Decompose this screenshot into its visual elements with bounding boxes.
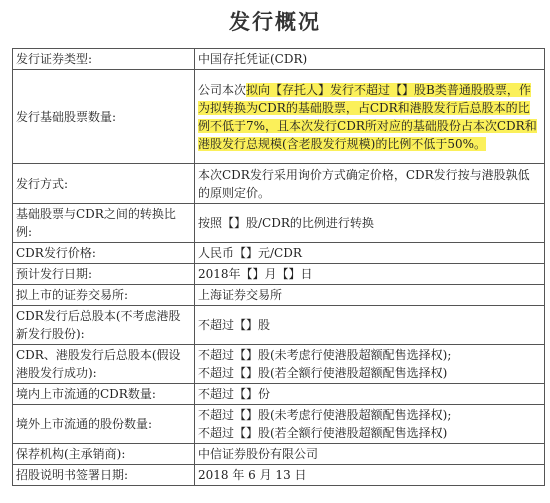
row-value-base-share-quantity: [195, 70, 545, 164]
table-row: [13, 306, 545, 345]
row-value-issue-date: 2018年【】月【】日: [195, 264, 545, 285]
row-label-domestic-cdr: 境内上市流通的CDR数量:: [13, 384, 195, 405]
row-label-prospectus-date: 招股说明书签署日期:: [13, 465, 195, 486]
table-row: [13, 405, 545, 444]
table-row: [13, 204, 545, 243]
value-line: 不超过【】股(未考虑行使港股超额配售选择权);: [198, 348, 452, 362]
row-value-total-shares-hk: [195, 345, 545, 384]
table-row: [13, 465, 545, 486]
row-value-domestic-cdr: 不超过【】份: [195, 384, 545, 405]
row-label-total-shares-cdr: CDR发行后总股本(不考虑港股新发行股份):: [13, 306, 195, 345]
highlighted-text: 拟向【存托人】发行不超过【】股B类普通股股票，作为拟转换为CDR的基础股票，占CDR和港股发行后总股本的比例不低于7%，且本次发行CDR所对应的基础股份占本次CDR和港股发行总规模(含老股发行规模)的比例不低于50%。: [198, 82, 537, 151]
row-label-issue-price: CDR发行价格:: [13, 243, 195, 264]
table-row: [13, 49, 545, 70]
table-row: [13, 285, 545, 306]
value-prefix: 公司本次: [198, 82, 247, 97]
row-label-issue-date: 预计发行日期:: [13, 264, 195, 285]
table-row: [13, 243, 545, 264]
row-value-conversion-ratio: 按照【】股/CDR的比例进行转换: [195, 204, 545, 243]
row-value-sponsor: 中信证券股份有限公司: [195, 444, 545, 465]
row-label-total-shares-hk: CDR、港股发行后总股本(假设港股发行成功):: [13, 345, 195, 384]
value-line: 不超过【】股(若全额行使港股超额配售选择权): [198, 426, 448, 440]
row-value-prospectus-date: 2018 年 6 月 13 日: [195, 465, 545, 486]
row-value-issue-price: 人民币【】元/CDR: [195, 243, 545, 264]
row-value-total-shares-cdr: 不超过【】股: [195, 306, 545, 345]
table-row: [13, 70, 545, 164]
row-value-overseas-shares: [195, 405, 545, 444]
row-label-exchange: 拟上市的证券交易所:: [13, 285, 195, 306]
row-label-conversion-ratio: 基础股票与CDR之间的转换比例:: [13, 204, 195, 243]
page-title: 发行概况: [229, 10, 321, 34]
table-row: [13, 444, 545, 465]
row-label-issue-method: 发行方式:: [13, 164, 195, 204]
table-row: [13, 345, 545, 384]
row-label-base-share-quantity: 发行基础股票数量:: [13, 70, 195, 164]
value-line: 不超过【】股(若全额行使港股超额配售选择权): [198, 366, 448, 380]
row-value-security-type: 中国存托凭证(CDR): [195, 49, 545, 70]
table-row: [13, 384, 545, 405]
value-line: 不超过【】股(未考虑行使港股超额配售选择权);: [198, 408, 452, 422]
table-row: [13, 264, 545, 285]
row-label-sponsor: 保荐机构(主承销商):: [13, 444, 195, 465]
table-row: [13, 164, 545, 204]
row-label-overseas-shares: 境外上市流通的股份数量:: [13, 405, 195, 444]
row-value-issue-method: 本次CDR发行采用询价方式确定价格，CDR发行按与港股孰低的原则定价。: [195, 164, 545, 204]
offering-overview-table: [12, 48, 545, 486]
row-label-security-type: 发行证券类型:: [13, 49, 195, 70]
row-value-exchange: 上海证券交易所: [195, 285, 545, 306]
